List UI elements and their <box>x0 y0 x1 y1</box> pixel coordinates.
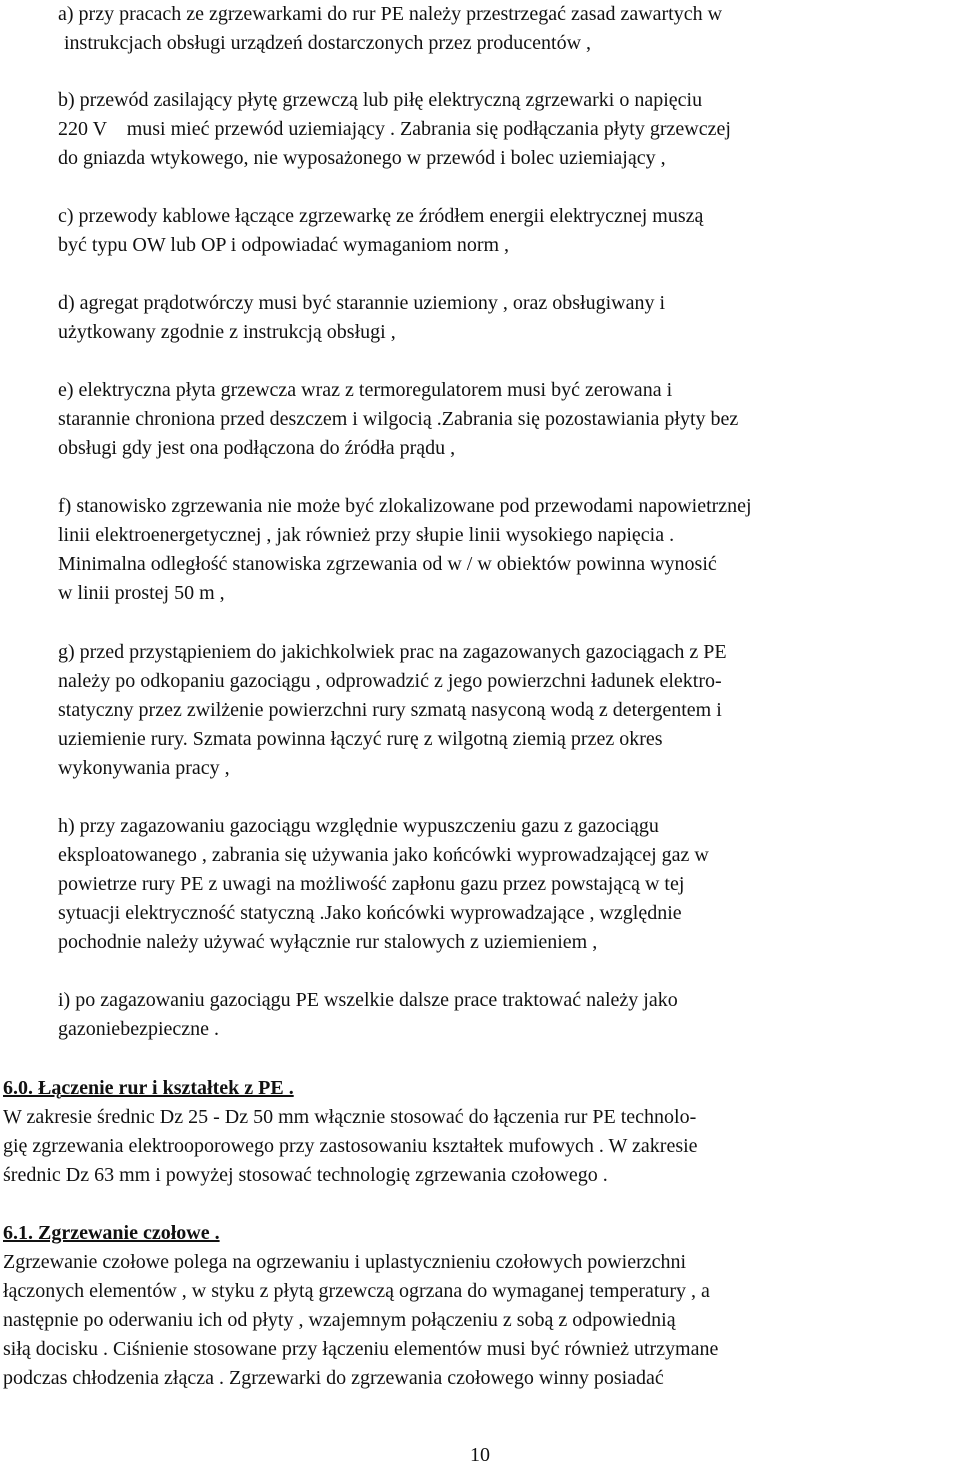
list-item-i <box>58 986 958 1044</box>
list-item-d <box>58 289 958 347</box>
text-line: W zakresie średnic Dz 25 - Dz 50 mm włącznie stosować do łączenia rur PE technolo- <box>3 1106 697 1128</box>
text-line: eksploatowanego , zabrania się używania jako końcówki wyprowadzającej gaz w <box>58 844 709 866</box>
text-line: gię zgrzewania elektrooporowego przy zastosowaniu kształtek mufowych . W zakresie <box>3 1135 698 1157</box>
text-line: 220 V musi mieć przewód uziemiający . Zabrania się podłączania płyty grzewczej <box>58 118 731 140</box>
text-line: w linii prostej 50 m , <box>58 582 225 604</box>
page-number: 10 <box>470 1444 490 1466</box>
section-body-6-1 <box>3 1248 958 1393</box>
text-line: być typu OW lub OP i odpowiadać wymaganiom norm , <box>58 234 510 256</box>
list-item-a <box>58 0 958 58</box>
text-line: g) przed przystąpieniem do jakichkolwiek prac na zagazowanych gazociągach z PE <box>58 641 727 663</box>
text-line: c) przewody kablowe łączące zgrzewarkę ze źródłem energii elektrycznej muszą <box>58 205 704 227</box>
text-line: instrukcjach obsługi urządzeń dostarczonych przez producentów , <box>64 32 592 54</box>
text-line: sytuacji elektryczność statyczną .Jako końcówki wyprowadzające , względnie <box>58 902 682 924</box>
text-line: statyczny przez zwilżenie powierzchni rury szmatą nasyconą wodą z detergentem i <box>58 699 722 721</box>
text-line: użytkowany zgodnie z instrukcją obsługi , <box>58 321 396 343</box>
text-line: h) przy zagazowaniu gazociągu względnie wypuszczeniu gazu z gazociągu <box>58 815 659 837</box>
list-item-h <box>58 812 958 957</box>
text-line: i) po zagazowaniu gazociągu PE wszelkie dalsze prace traktować należy jako <box>58 989 678 1011</box>
list-item-c <box>58 202 958 260</box>
text-line: wykonywania pracy , <box>58 757 230 779</box>
text-line: Minimalna odległość stanowiska zgrzewania od w / w obiektów powinna wynosić <box>58 553 717 575</box>
text-line: b) przewód zasilający płytę grzewczą lub piłę elektryczną zgrzewarki o napięciu <box>58 89 703 111</box>
text-line: a) przy pracach ze zgrzewarkami do rur PE należy przestrzegać zasad zawartych w <box>58 3 723 25</box>
text-line: do gniazda wtykowego, nie wyposażonego w przewód i bolec uziemiający , <box>58 147 666 169</box>
text-line: gazoniebezpieczne . <box>58 1018 220 1040</box>
text-line: podczas chłodzenia złącza . Zgrzewarki do zgrzewania czołowego winny posiadać <box>3 1367 664 1389</box>
text-line: średnic Dz 63 mm i powyżej stosować technologię zgrzewania czołowego . <box>3 1164 608 1186</box>
section-heading-6-0: 6.0. Łączenie rur i kształtek z PE . <box>3 1077 294 1099</box>
text-line: d) agregat prądotwórczy musi być starannie uziemiony , oraz obsługiwany i <box>58 292 666 314</box>
text-line: Zgrzewanie czołowe polega na ogrzewaniu i uplastycznieniu czołowych powierzchni <box>3 1251 687 1273</box>
text-line: e) elektryczna płyta grzewcza wraz z termoregulatorem musi być zerowana i <box>58 379 673 401</box>
list-item-f <box>58 492 958 608</box>
text-line: powietrze rury PE z uwagi na możliwość zapłonu gazu przez powstającą w tej <box>58 873 685 895</box>
text-line: należy po odkopaniu gazociągu , odprowadzić z jego powierzchni ładunek elektro- <box>58 670 722 692</box>
list-item-e <box>58 376 958 463</box>
text-line: linii elektroenergetycznej , jak również przy słupie linii wysokiego napięcia . <box>58 524 675 546</box>
text-line: obsługi gdy jest ona podłączona do źródła prądu , <box>58 437 456 459</box>
text-line: siłą docisku . Ciśnienie stosowane przy łączeniu elementów musi być również utrzymane <box>3 1338 719 1360</box>
section-body-6-0 <box>3 1103 958 1190</box>
text-line: następnie po oderwaniu ich od płyty , wzajemnym połączeniu z sobą z odpowiednią <box>3 1309 676 1331</box>
list-item-b <box>58 86 958 173</box>
text-line: f) stanowisko zgrzewania nie może być zlokalizowane pod przewodami napowietrznej <box>58 495 752 517</box>
list-item-g <box>58 638 958 783</box>
text-line: łączonych elementów , w styku z płytą grzewczą ogrzana do wymaganej temperatury , a <box>3 1280 710 1302</box>
text-line: uziemienie rury. Szmata powinna łączyć rurę z wilgotną ziemią przez okres <box>58 728 663 750</box>
text-line: pochodnie należy używać wyłącznie rur stalowych z uziemieniem , <box>58 931 598 953</box>
text-line: starannie chroniona przed deszczem i wilgocią .Zabrania się pozostawiania płyty bez <box>58 408 739 430</box>
section-heading-6-1: 6.1. Zgrzewanie czołowe . <box>3 1222 220 1244</box>
